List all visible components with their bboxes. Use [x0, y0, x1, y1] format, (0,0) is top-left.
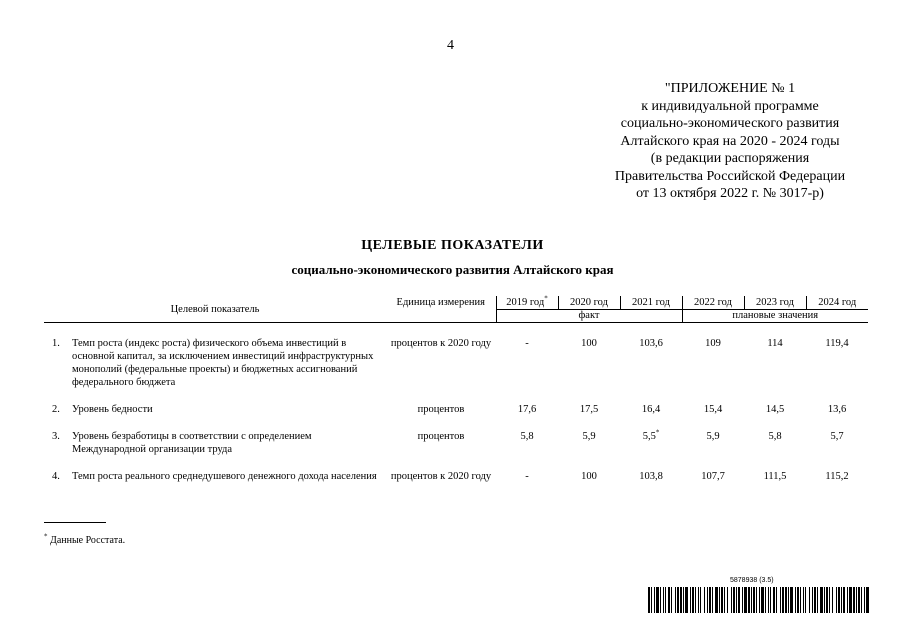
row-value: 103,6 [639, 338, 663, 349]
row-number: 3. [52, 431, 60, 442]
row-value-with-footnote [620, 416, 682, 456]
row-value: 109 [705, 338, 721, 349]
appendix-line: Алтайского края на 2020 - 2024 годы [620, 133, 840, 149]
barcode-icon [648, 587, 870, 613]
appendix-line: к индивидуальной программе [641, 98, 819, 114]
table-row [44, 389, 868, 416]
row-value: 14,5 [765, 404, 785, 415]
row-number: 1. [52, 338, 60, 349]
row-value: 5,7 [830, 431, 844, 442]
footnote-marker: * [544, 294, 548, 303]
header-indicator: Целевой показатель [44, 296, 386, 323]
header-unit: Единица измерения [386, 296, 496, 323]
row-value: 111,5 [763, 471, 787, 482]
row-unit: процентов к 2020 году [390, 471, 492, 482]
document-subtitle: социально-экономического развития Алтайского края [291, 262, 614, 277]
header-group-fact: факт [496, 310, 682, 323]
row-value: 114 [767, 338, 783, 349]
row-unit: процентов [417, 431, 465, 442]
row-value: 107,7 [701, 471, 725, 482]
row-indicator: Уровень безработицы в соответствии с определением Международной организации труда [72, 431, 312, 455]
row-unit: процентов [417, 404, 465, 415]
footnote [44, 532, 126, 546]
row-value: 100 [581, 471, 597, 482]
header-group-plan: плановые значения [682, 310, 868, 323]
row-value: 103,8 [639, 471, 663, 482]
row-value: 5,5 [642, 431, 656, 442]
row-indicator: Темп роста (индекс роста) физического объема инвестиций в основной капитал, за исключением инвестиций инфраструктурных монополий (федеральные проекты) и бюджетных ассигнований федерального бюджета [72, 338, 374, 388]
row-number: 2. [52, 404, 60, 415]
appendix-line: от 13 октября 2022 г. № 3017-р) [636, 186, 824, 201]
footnote-marker: * [44, 532, 48, 541]
appendix-line: Правительства Российской Федерации [614, 168, 846, 184]
row-indicator: Темп роста реального среднедушевого денежного дохода населения [72, 471, 377, 482]
row-value: 115,2 [825, 471, 849, 482]
appendix-line: (в редакции распоряжения [650, 151, 810, 166]
row-value: - [525, 338, 529, 349]
row-value: 17,6 [517, 404, 537, 415]
header-year: 2022 год [682, 296, 744, 310]
row-value: 5,8 [520, 431, 534, 442]
table-row [44, 416, 868, 456]
footnote-text: Данные Росстата. [50, 535, 126, 546]
table-row [44, 323, 868, 390]
header-year: 2023 год [744, 296, 806, 310]
table-row [44, 456, 868, 483]
indicators-table [44, 296, 868, 483]
row-value: 100 [581, 338, 597, 349]
row-value: 5,9 [706, 431, 720, 442]
document-title: ЦЕЛЕВЫЕ ПОКАЗАТЕЛИ [361, 238, 544, 253]
row-value: 16,4 [641, 404, 661, 415]
row-number: 4. [52, 471, 60, 482]
header-year [496, 296, 558, 310]
header-year: 2024 год [806, 296, 868, 310]
page-number: 4 [447, 38, 454, 53]
row-unit: процентов к 2020 году [390, 338, 492, 349]
row-value: 5,9 [582, 431, 596, 442]
row-value: 17,5 [579, 404, 599, 415]
header-year: 2021 год [620, 296, 682, 310]
appendix-line: "ПРИЛОЖЕНИЕ № 1 [664, 81, 796, 96]
appendix-header [560, 80, 900, 203]
row-value: 119,4 [825, 338, 849, 349]
row-indicator: Уровень бедности [72, 404, 153, 415]
footnote-marker: * [655, 428, 660, 437]
barcode-caption: 5878938 (3.5) [730, 577, 774, 584]
header-year-label: 2019 год [506, 297, 545, 308]
row-value: 5,8 [768, 431, 782, 442]
row-value: 15,4 [703, 404, 723, 415]
row-value: 13,6 [827, 404, 847, 415]
header-year: 2020 год [558, 296, 620, 310]
appendix-line: социально-экономического развития [620, 116, 840, 131]
footnote-divider [44, 522, 106, 523]
row-value: - [525, 471, 529, 482]
